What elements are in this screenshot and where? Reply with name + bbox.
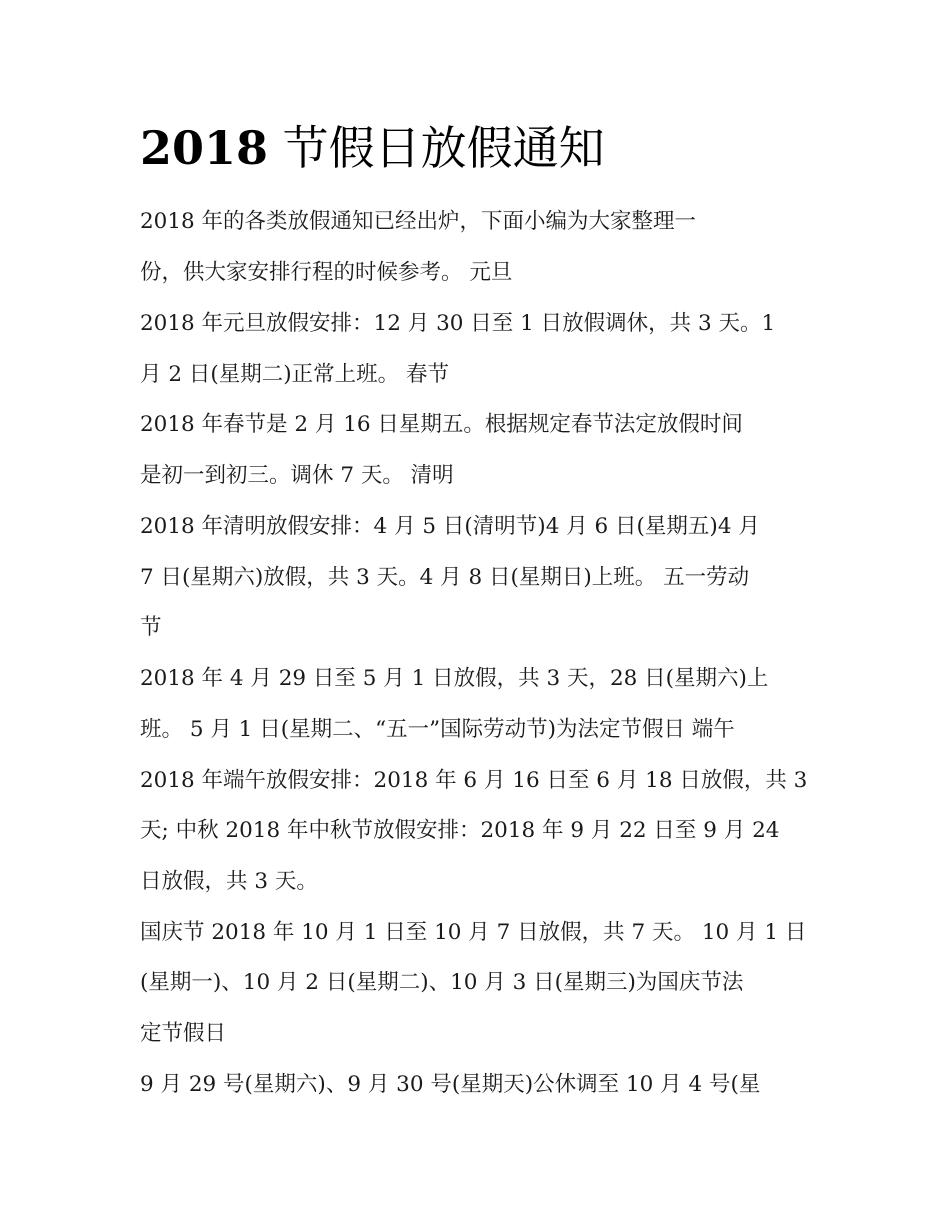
paragraph-line: 定节假日 xyxy=(140,1021,227,1046)
paragraph-line: 2018 年春节是 2 月 16 日星期五。根据规定春节法定放假时间 xyxy=(140,412,743,437)
title-text: 节假日放假通知 xyxy=(268,121,605,175)
paragraph-line: 2018 年的各类放假通知已经出炉，下面小编为大家整理一 xyxy=(140,209,697,234)
page-title xyxy=(140,118,605,178)
paragraph-line: 9 月 29 号(星期六)、9 月 30 号(星期天)公休调至 10 月 4 号(星 xyxy=(140,1072,761,1097)
paragraph-line: 份，供大家安排行程的时候参考。 元旦 xyxy=(140,260,513,285)
paragraph-line: 天; 中秋 2018 年中秋节放假安排：2018 年 9 月 22 日至 9 月 24 xyxy=(140,818,780,843)
paragraph-line: 7 日(星期六)放假，共 3 天。4 月 8 日(星期日)上班。 五一劳动 xyxy=(140,565,750,590)
paragraph-line: 2018 年 4 月 29 日至 5 月 1 日放假，共 3 天，28 日(星期六)上 xyxy=(140,666,769,691)
paragraph-line: 2018 年元旦放假安排：12 月 30 日至 1 日放假调休，共 3 天。1 xyxy=(140,311,776,336)
paragraph-line: 班。 5 月 1 日(星期二、“五一”国际劳动节)为法定节假日 端午 xyxy=(140,717,735,742)
paragraph-line: (星期一)、10 月 2 日(星期二)、10 月 3 日(星期三)为国庆节法 xyxy=(140,970,744,995)
paragraph-line: 国庆节 2018 年 10 月 1 日至 10 月 7 日放假，共 7 天。 10 月 1 日 xyxy=(140,920,807,945)
paragraph-line: 2018 年清明放假安排：4 月 5 日(清明节)4 月 6 日(星期五)4 月 xyxy=(140,514,760,539)
paragraph-line: 日放假，共 3 天。 xyxy=(140,869,318,894)
title-year: 2018 xyxy=(140,121,269,175)
paragraph-line: 是初一到初三。调休 7 天。 清明 xyxy=(140,463,454,488)
paragraph-line: 节 xyxy=(140,615,162,640)
paragraph-line: 月 2 日(星期二)正常上班。 春节 xyxy=(140,362,449,387)
paragraph-line: 2018 年端午放假安排：2018 年 6 月 16 日至 6 月 18 日放假，共 3 xyxy=(140,768,808,793)
